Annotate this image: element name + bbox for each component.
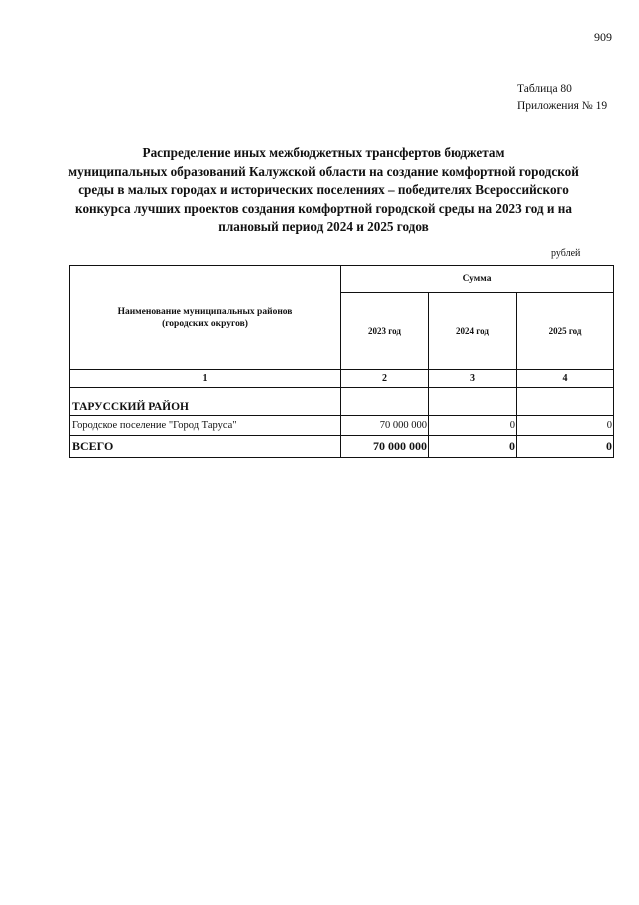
title-line: Распределение иных межбюджетных трансфертов бюджетам — [142, 145, 505, 160]
title-line: среды в малых городах и исторических поселениях – победителях Всероссийского — [78, 182, 569, 198]
header-name-line: (городских округов) — [162, 318, 248, 329]
empty-cell — [429, 388, 517, 416]
column-number: 3 — [429, 370, 517, 388]
district-name: ТАРУССКИЙ РАЙОН — [70, 388, 341, 416]
page-number: 909 — [594, 30, 612, 44]
total-row — [70, 436, 614, 458]
header-row — [70, 266, 614, 293]
settlement-name: Городское поселение "Город Таруса" — [70, 416, 341, 436]
appendix-label: Приложения № 19 — [517, 100, 608, 112]
title-line: конкурса лучших проектов создания комфортной городской среды на 2023 год и на — [75, 200, 572, 216]
header-year-2023: 2023 год — [341, 293, 429, 370]
title-line: плановый период 2024 и 2025 годов — [218, 219, 429, 235]
transfers-table — [69, 265, 614, 458]
unit-label: рублей — [551, 248, 581, 259]
column-number: 1 — [70, 370, 341, 388]
total-2025: 0 — [517, 436, 614, 458]
amount-2025: 0 — [517, 416, 614, 436]
header-name-line: Наименование муниципальных районов — [117, 306, 293, 317]
empty-cell — [517, 388, 614, 416]
column-number-row — [70, 370, 614, 388]
total-2023: 70 000 000 — [341, 436, 429, 458]
district-row — [70, 388, 614, 416]
title-line: муниципальных образований Калужской области на создание комфортной городской — [68, 163, 579, 179]
table-row — [70, 416, 614, 436]
amount-2024: 0 — [429, 416, 517, 436]
header-name-cell — [70, 266, 341, 370]
total-2024: 0 — [429, 436, 517, 458]
header-year-2024: 2024 год — [429, 293, 517, 370]
column-number: 2 — [341, 370, 429, 388]
column-number: 4 — [517, 370, 614, 388]
total-label: ВСЕГО — [70, 436, 341, 458]
table-reference — [517, 81, 607, 115]
table-label: Таблица 80 — [517, 83, 572, 95]
header-year-2025: 2025 год — [517, 293, 614, 370]
header-sum: Сумма — [341, 266, 614, 293]
empty-cell — [341, 388, 429, 416]
amount-2023: 70 000 000 — [341, 416, 429, 436]
document-title — [40, 144, 607, 237]
